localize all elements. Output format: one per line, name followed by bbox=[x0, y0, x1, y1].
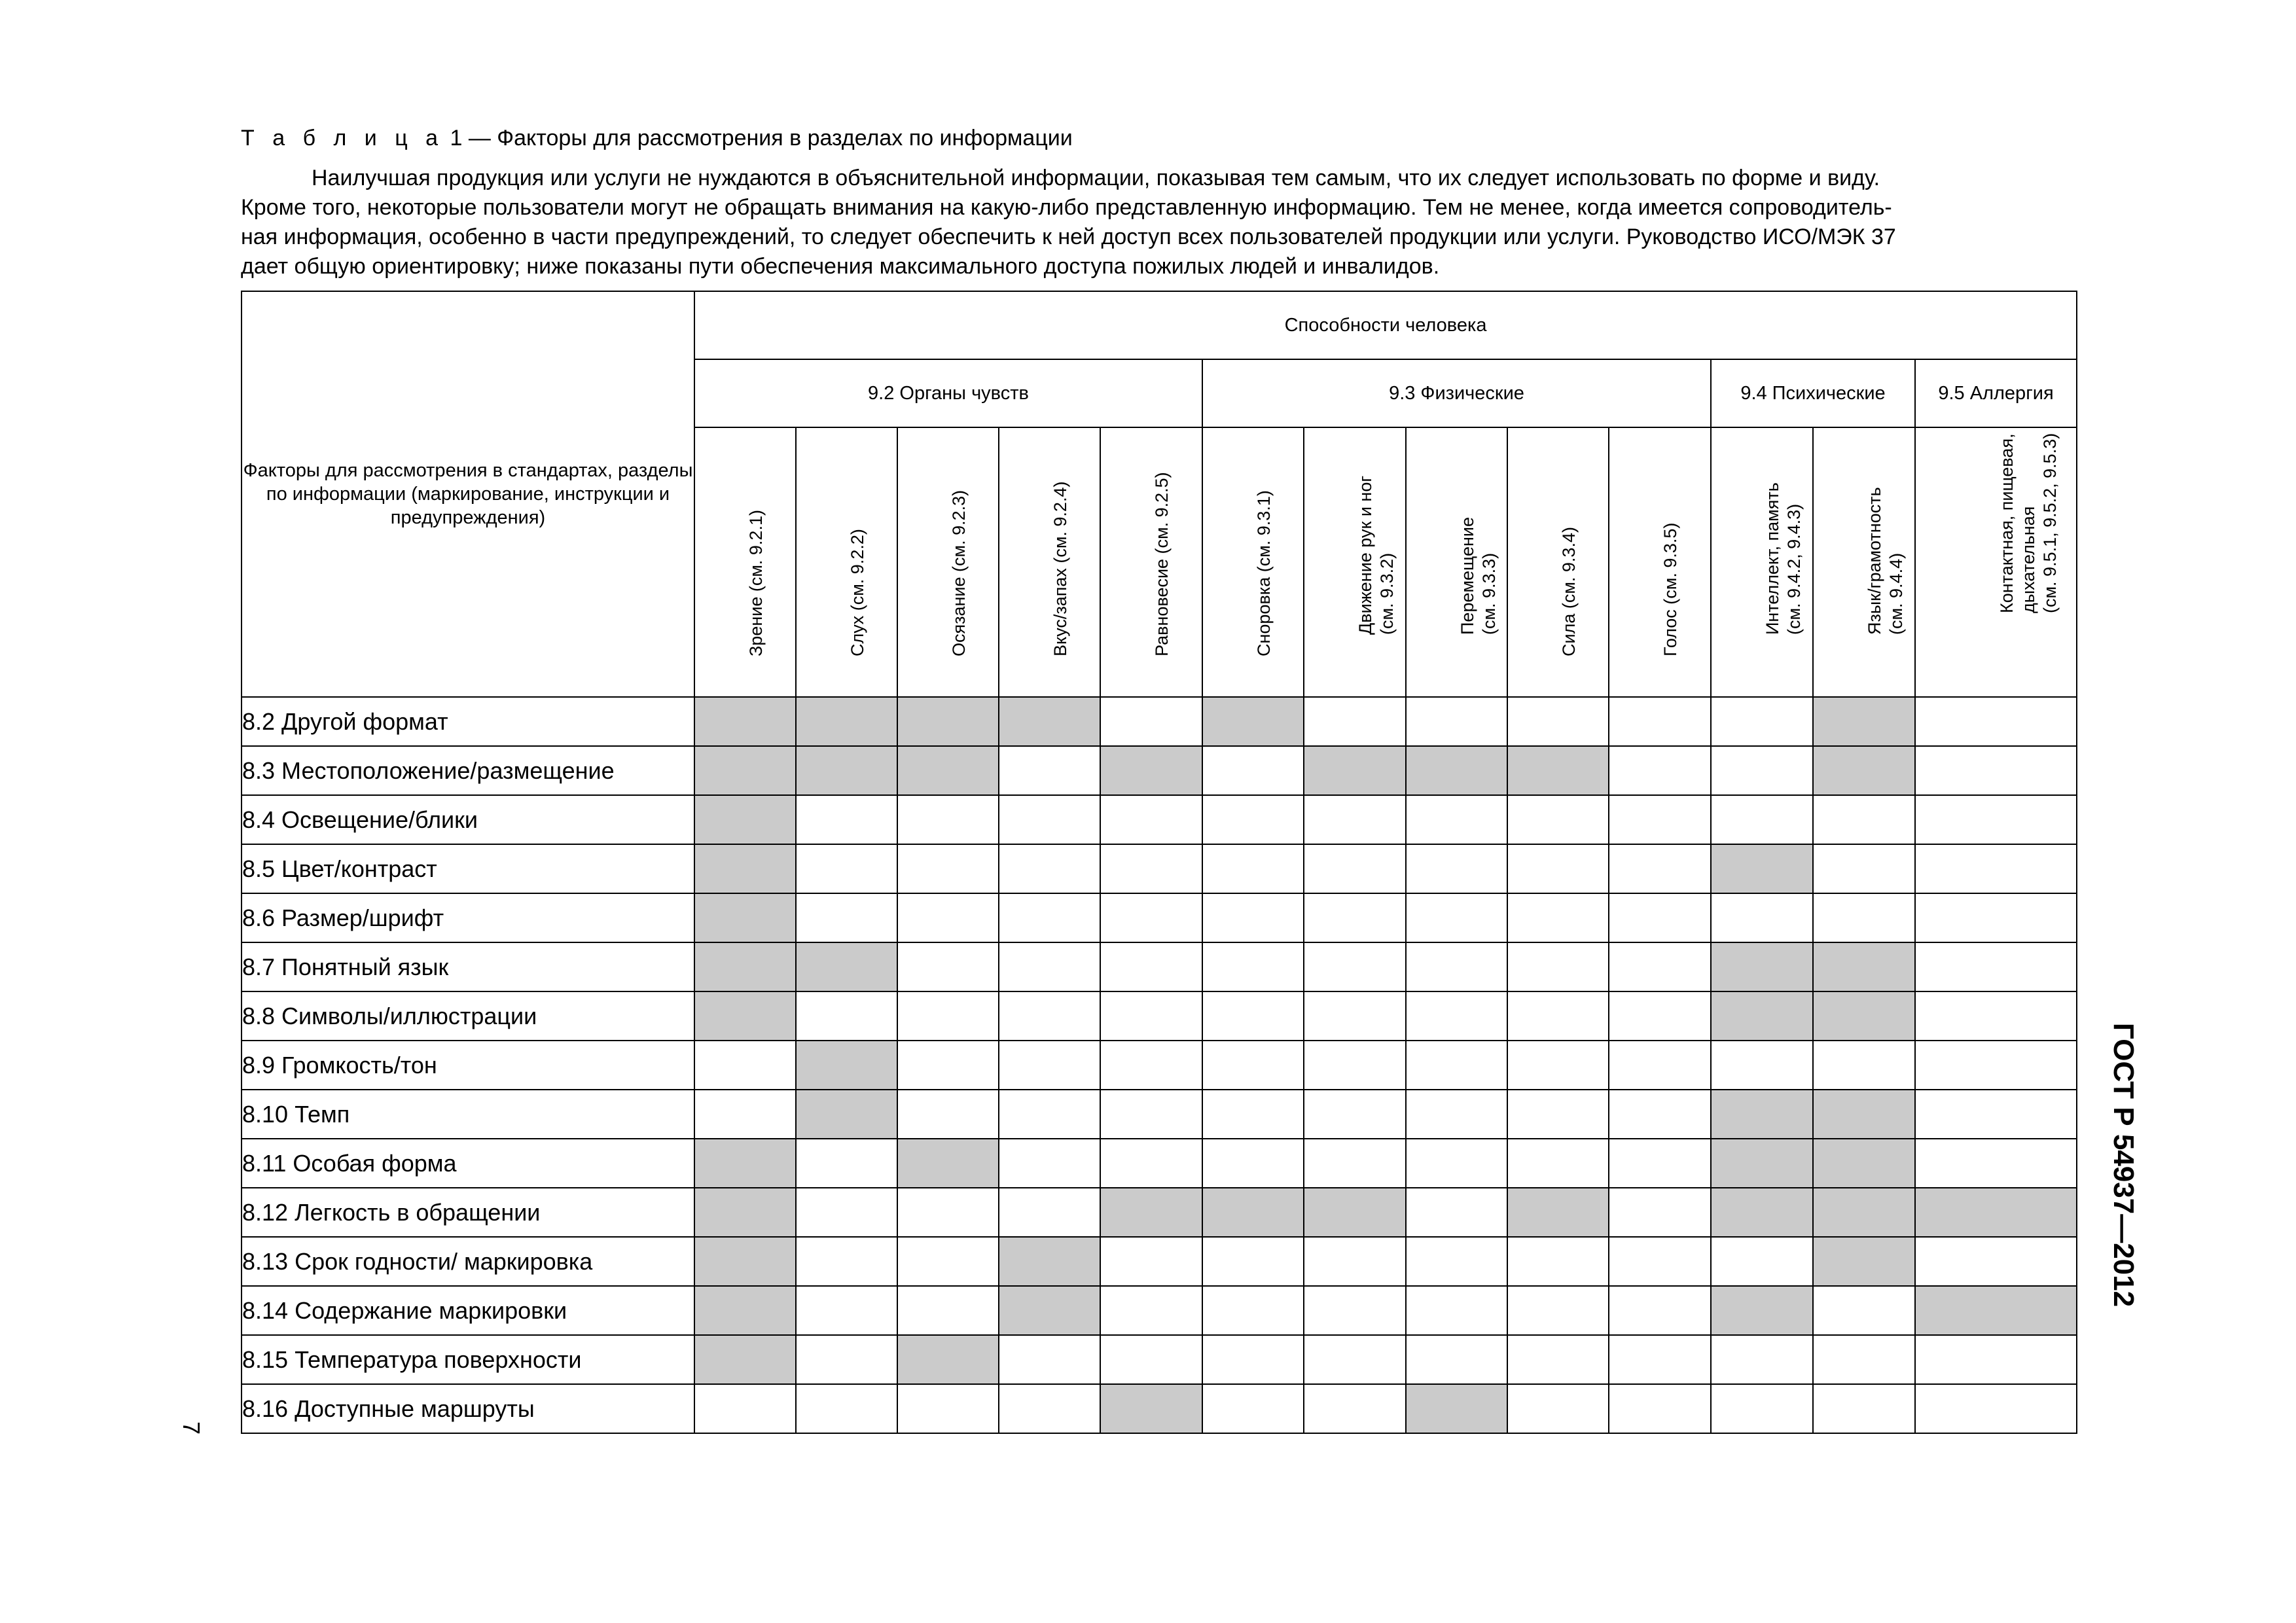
empty-cell bbox=[1202, 795, 1304, 844]
empty-cell bbox=[1609, 795, 1711, 844]
empty-cell bbox=[1304, 1384, 1406, 1433]
row-label: 8.4 Освещение/блики bbox=[242, 795, 694, 844]
shaded-cell bbox=[694, 1237, 796, 1286]
ability-header bbox=[999, 427, 1100, 697]
empty-cell bbox=[1609, 746, 1711, 795]
empty-cell bbox=[1202, 1237, 1304, 1286]
ability-header bbox=[694, 427, 796, 697]
shaded-cell bbox=[1711, 1139, 1813, 1188]
intro-line: Наилучшая продукция или услуги не нуждаются в объяснительной информации, показывая тем самым, что их следует использовать по форме и виду. bbox=[312, 166, 1880, 190]
empty-cell bbox=[897, 1090, 999, 1139]
shaded-cell bbox=[1915, 1188, 2077, 1237]
ability-header bbox=[1304, 427, 1406, 697]
shaded-cell bbox=[694, 795, 796, 844]
ability-header-line: дыхательная bbox=[2018, 506, 2038, 613]
empty-cell bbox=[1813, 795, 1915, 844]
table-row bbox=[242, 697, 2077, 746]
empty-cell bbox=[897, 1286, 999, 1335]
row-label: 8.6 Размер/шрифт bbox=[242, 893, 694, 942]
ability-header-line: Интеллект, память bbox=[1763, 482, 1782, 635]
shaded-cell bbox=[1813, 1237, 1915, 1286]
empty-cell bbox=[1202, 1139, 1304, 1188]
empty-cell bbox=[1507, 1139, 1609, 1188]
empty-cell bbox=[1100, 844, 1202, 893]
empty-cell bbox=[1507, 1286, 1609, 1335]
empty-cell bbox=[1202, 942, 1304, 991]
empty-cell bbox=[1304, 1335, 1406, 1384]
ability-header-line: Сила (см. 9.3.4) bbox=[1558, 527, 1579, 656]
shaded-cell bbox=[694, 1139, 796, 1188]
standard-code-text: ГОСТ Р 54937—2012 bbox=[2108, 1022, 2140, 1308]
ability-header-text bbox=[1762, 482, 1805, 635]
table-row bbox=[242, 942, 2077, 991]
shaded-cell bbox=[796, 1041, 897, 1090]
empty-cell bbox=[1406, 697, 1507, 746]
shaded-cell bbox=[897, 746, 999, 795]
ability-header-text bbox=[1864, 487, 1907, 635]
empty-cell bbox=[1609, 1090, 1711, 1139]
ability-header-text bbox=[1558, 527, 1580, 656]
empty-cell bbox=[999, 1188, 1100, 1237]
empty-cell bbox=[1507, 1090, 1609, 1139]
shaded-cell bbox=[796, 942, 897, 991]
table-row bbox=[242, 795, 2077, 844]
shaded-cell bbox=[1813, 1090, 1915, 1139]
empty-cell bbox=[1711, 1384, 1813, 1433]
shaded-cell bbox=[1202, 697, 1304, 746]
empty-cell bbox=[694, 1041, 796, 1090]
empty-cell bbox=[1915, 697, 2077, 746]
empty-cell bbox=[1915, 1335, 2077, 1384]
empty-cell bbox=[1507, 893, 1609, 942]
ability-header-text bbox=[847, 529, 869, 656]
page-number-text: 7 bbox=[178, 1421, 205, 1435]
row-label: 8.8 Символы/иллюстрации bbox=[242, 991, 694, 1041]
table-row bbox=[242, 1237, 2077, 1286]
empty-cell bbox=[897, 942, 999, 991]
empty-cell bbox=[1609, 1384, 1711, 1433]
empty-cell bbox=[999, 795, 1100, 844]
ability-header-line: (см. 9.3.2) bbox=[1377, 552, 1397, 635]
shaded-cell bbox=[796, 697, 897, 746]
empty-cell bbox=[1609, 1335, 1711, 1384]
empty-cell bbox=[897, 795, 999, 844]
empty-cell bbox=[897, 1188, 999, 1237]
empty-cell bbox=[897, 991, 999, 1041]
ability-header bbox=[796, 427, 897, 697]
ability-header-text bbox=[1660, 523, 1681, 656]
empty-cell bbox=[1915, 942, 2077, 991]
group-header: 9.3 Физические bbox=[1202, 359, 1711, 427]
empty-cell bbox=[1406, 1188, 1507, 1237]
table-row bbox=[242, 1286, 2077, 1335]
empty-cell bbox=[1100, 1335, 1202, 1384]
intro-line: дает общую ориентировку; ниже показаны пути обеспечения максимального доступа пожилых людей и инвалидов. bbox=[241, 254, 1440, 279]
empty-cell bbox=[897, 844, 999, 893]
row-label: 8.11 Особая форма bbox=[242, 1139, 694, 1188]
empty-cell bbox=[1813, 844, 1915, 893]
empty-cell bbox=[1711, 893, 1813, 942]
table-body bbox=[242, 697, 2077, 1433]
empty-cell bbox=[1609, 991, 1711, 1041]
row-label: 8.14 Содержание маркировки bbox=[242, 1286, 694, 1335]
table-row bbox=[242, 1090, 2077, 1139]
factors-table bbox=[241, 291, 2077, 1434]
shaded-cell bbox=[796, 1090, 897, 1139]
shaded-cell bbox=[694, 893, 796, 942]
empty-cell bbox=[1100, 697, 1202, 746]
empty-cell bbox=[1711, 1237, 1813, 1286]
table-row bbox=[242, 844, 2077, 893]
empty-cell bbox=[999, 1041, 1100, 1090]
empty-cell bbox=[1507, 1237, 1609, 1286]
empty-cell bbox=[796, 844, 897, 893]
ability-header-line: (см. 9.4.4) bbox=[1886, 552, 1906, 635]
shaded-cell bbox=[1406, 746, 1507, 795]
table-header bbox=[242, 291, 2077, 697]
table-row bbox=[242, 1335, 2077, 1384]
corner-header: Факторы для рассмотрения в стандартах, разделы по информации (маркирование, инструкции и предупреждения) bbox=[242, 291, 694, 697]
shaded-cell bbox=[1813, 1139, 1915, 1188]
table-row bbox=[242, 1139, 2077, 1188]
ability-header-text bbox=[948, 490, 970, 656]
ability-header-line: Вкус/запах (см. 9.2.4) bbox=[1050, 481, 1070, 656]
ability-header bbox=[1609, 427, 1711, 697]
shaded-cell bbox=[1813, 697, 1915, 746]
empty-cell bbox=[1406, 795, 1507, 844]
row-label: 8.16 Доступные маршруты bbox=[242, 1384, 694, 1433]
empty-cell bbox=[999, 1090, 1100, 1139]
shaded-cell bbox=[694, 844, 796, 893]
row-label: 8.13 Срок годности/ маркировка bbox=[242, 1237, 694, 1286]
empty-cell bbox=[1507, 795, 1609, 844]
empty-cell bbox=[1100, 1041, 1202, 1090]
empty-cell bbox=[1100, 1139, 1202, 1188]
empty-cell bbox=[1507, 1335, 1609, 1384]
table-row bbox=[242, 746, 2077, 795]
shaded-cell bbox=[1304, 746, 1406, 795]
empty-cell bbox=[1100, 1286, 1202, 1335]
ability-header-text bbox=[1050, 482, 1071, 656]
row-label: 8.9 Громкость/тон bbox=[242, 1041, 694, 1090]
empty-cell bbox=[1304, 697, 1406, 746]
shaded-cell bbox=[1813, 1188, 1915, 1237]
empty-cell bbox=[1507, 991, 1609, 1041]
row-label: 8.3 Местоположение/размещение bbox=[242, 746, 694, 795]
shaded-cell bbox=[1304, 1188, 1406, 1237]
empty-cell bbox=[1100, 991, 1202, 1041]
empty-cell bbox=[1202, 1286, 1304, 1335]
empty-cell bbox=[1202, 1090, 1304, 1139]
empty-cell bbox=[1406, 1335, 1507, 1384]
row-label: 8.7 Понятный язык bbox=[242, 942, 694, 991]
empty-cell bbox=[1202, 746, 1304, 795]
shaded-cell bbox=[999, 1286, 1100, 1335]
shaded-cell bbox=[897, 1335, 999, 1384]
table-row bbox=[242, 1384, 2077, 1433]
table-row bbox=[242, 893, 2077, 942]
empty-cell bbox=[1813, 1286, 1915, 1335]
shaded-cell bbox=[1711, 991, 1813, 1041]
empty-cell bbox=[1711, 697, 1813, 746]
empty-cell bbox=[999, 1384, 1100, 1433]
shaded-cell bbox=[1813, 942, 1915, 991]
table-caption-label: Т а б л и ц а bbox=[241, 126, 444, 151]
table-row bbox=[242, 1041, 2077, 1090]
ability-header-text bbox=[1253, 490, 1275, 656]
ability-header-line: Слух (см. 9.2.2) bbox=[847, 529, 867, 656]
shaded-cell bbox=[796, 746, 897, 795]
empty-cell bbox=[897, 893, 999, 942]
empty-cell bbox=[1202, 1384, 1304, 1433]
empty-cell bbox=[796, 1237, 897, 1286]
empty-cell bbox=[1100, 1090, 1202, 1139]
empty-cell bbox=[999, 1139, 1100, 1188]
shaded-cell bbox=[694, 1335, 796, 1384]
shaded-cell bbox=[1711, 844, 1813, 893]
ability-header bbox=[1507, 427, 1609, 697]
shaded-cell bbox=[694, 991, 796, 1041]
shaded-cell bbox=[1202, 1188, 1304, 1237]
empty-cell bbox=[1304, 991, 1406, 1041]
empty-cell bbox=[999, 991, 1100, 1041]
ability-header bbox=[1406, 427, 1507, 697]
empty-cell bbox=[1507, 697, 1609, 746]
shaded-cell bbox=[897, 1139, 999, 1188]
empty-cell bbox=[897, 1384, 999, 1433]
empty-cell bbox=[1609, 1286, 1711, 1335]
empty-cell bbox=[1915, 1237, 2077, 1286]
empty-cell bbox=[1609, 1041, 1711, 1090]
empty-cell bbox=[897, 1041, 999, 1090]
ability-header-text bbox=[1996, 433, 2061, 613]
empty-cell bbox=[1304, 1041, 1406, 1090]
empty-cell bbox=[1609, 1237, 1711, 1286]
shaded-cell bbox=[999, 697, 1100, 746]
empty-cell bbox=[897, 1237, 999, 1286]
empty-cell bbox=[999, 893, 1100, 942]
ability-header-line: Зрение (см. 9.2.1) bbox=[745, 510, 766, 656]
row-label: 8.12 Легкость в обращении bbox=[242, 1188, 694, 1237]
empty-cell bbox=[1406, 893, 1507, 942]
empty-cell bbox=[1100, 1237, 1202, 1286]
empty-cell bbox=[1406, 1286, 1507, 1335]
shaded-cell bbox=[694, 697, 796, 746]
group-header: 9.2 Органы чувств bbox=[694, 359, 1202, 427]
shaded-cell bbox=[897, 697, 999, 746]
empty-cell bbox=[796, 893, 897, 942]
ability-header-line: Движение рук и ног bbox=[1355, 475, 1375, 635]
empty-cell bbox=[1915, 1384, 2077, 1433]
empty-cell bbox=[999, 746, 1100, 795]
empty-cell bbox=[796, 795, 897, 844]
shaded-cell bbox=[1100, 1188, 1202, 1237]
group-header: 9.5 Аллергия bbox=[1915, 359, 2077, 427]
abilities-header: Способности человека bbox=[694, 291, 2077, 359]
ability-header-line: Равновесие (см. 9.2.5) bbox=[1152, 472, 1172, 656]
empty-cell bbox=[1304, 1139, 1406, 1188]
empty-cell bbox=[1100, 942, 1202, 991]
ability-header-text bbox=[1151, 472, 1173, 656]
table-row bbox=[242, 1188, 2077, 1237]
empty-cell bbox=[1100, 893, 1202, 942]
empty-cell bbox=[1609, 893, 1711, 942]
intro-line: Кроме того, некоторые пользователи могут не обращать внимания на какую-либо представленную информацию. Тем не менее, когда имеется сопроводитель- bbox=[241, 195, 1892, 220]
shaded-cell bbox=[1813, 746, 1915, 795]
shaded-cell bbox=[1100, 746, 1202, 795]
shaded-cell bbox=[1507, 746, 1609, 795]
row-label: 8.2 Другой формат bbox=[242, 697, 694, 746]
empty-cell bbox=[1813, 893, 1915, 942]
empty-cell bbox=[1202, 844, 1304, 893]
empty-cell bbox=[1202, 991, 1304, 1041]
empty-cell bbox=[1711, 1041, 1813, 1090]
empty-cell bbox=[796, 1188, 897, 1237]
shaded-cell bbox=[1507, 1188, 1609, 1237]
ability-header-line: Язык/грамотность bbox=[1865, 487, 1884, 635]
shaded-cell bbox=[694, 746, 796, 795]
table-caption-title: 1 — Факторы для рассмотрения в разделах по информации bbox=[444, 126, 1073, 151]
empty-cell bbox=[1915, 844, 2077, 893]
empty-cell bbox=[1304, 1237, 1406, 1286]
ability-header bbox=[1711, 427, 1813, 697]
empty-cell bbox=[1304, 1286, 1406, 1335]
empty-cell bbox=[999, 942, 1100, 991]
shaded-cell bbox=[1100, 1384, 1202, 1433]
empty-cell bbox=[1304, 1090, 1406, 1139]
empty-cell bbox=[1915, 893, 2077, 942]
empty-cell bbox=[1507, 1384, 1609, 1433]
empty-cell bbox=[1711, 795, 1813, 844]
table-caption bbox=[241, 123, 1073, 153]
empty-cell bbox=[999, 1335, 1100, 1384]
ability-header bbox=[1915, 427, 2077, 697]
empty-cell bbox=[1202, 1041, 1304, 1090]
empty-cell bbox=[1609, 1139, 1711, 1188]
empty-cell bbox=[1406, 1090, 1507, 1139]
empty-cell bbox=[1304, 942, 1406, 991]
shaded-cell bbox=[1711, 1090, 1813, 1139]
ability-header-line: Голос (см. 9.3.5) bbox=[1660, 522, 1680, 656]
group-header: 9.4 Психические bbox=[1711, 359, 1915, 427]
empty-cell bbox=[1406, 1237, 1507, 1286]
empty-cell bbox=[1100, 795, 1202, 844]
intro-line: ная информация, особенно в части предупреждений, то следует обеспечить к ней доступ всех пользователей продукции или услуги. Руководство ИСО/МЭК 37 bbox=[241, 224, 1896, 249]
ability-header-line: (см. 9.4.2, 9.4.3) bbox=[1784, 503, 1804, 635]
shaded-cell bbox=[1711, 1188, 1813, 1237]
shaded-cell bbox=[1711, 942, 1813, 991]
ability-header bbox=[1202, 427, 1304, 697]
empty-cell bbox=[1609, 844, 1711, 893]
empty-cell bbox=[1202, 893, 1304, 942]
ability-header bbox=[1813, 427, 1915, 697]
empty-cell bbox=[1202, 1335, 1304, 1384]
ability-header-line: (см. 9.5.1, 9.5.2, 9.5.3) bbox=[2039, 433, 2060, 613]
ability-header bbox=[1100, 427, 1202, 697]
empty-cell bbox=[1507, 942, 1609, 991]
empty-cell bbox=[1304, 844, 1406, 893]
empty-cell bbox=[1609, 1188, 1711, 1237]
empty-cell bbox=[1406, 942, 1507, 991]
shaded-cell bbox=[999, 1237, 1100, 1286]
empty-cell bbox=[1507, 844, 1609, 893]
empty-cell bbox=[1304, 893, 1406, 942]
empty-cell bbox=[1507, 1041, 1609, 1090]
empty-cell bbox=[1915, 1139, 2077, 1188]
row-label: 8.5 Цвет/контраст bbox=[242, 844, 694, 893]
empty-cell bbox=[1609, 697, 1711, 746]
empty-cell bbox=[1813, 1041, 1915, 1090]
empty-cell bbox=[1406, 1041, 1507, 1090]
row-label: 8.15 Температура поверхности bbox=[242, 1335, 694, 1384]
empty-cell bbox=[796, 1286, 897, 1335]
empty-cell bbox=[1711, 746, 1813, 795]
empty-cell bbox=[1304, 795, 1406, 844]
empty-cell bbox=[1915, 795, 2077, 844]
ability-header-text bbox=[1457, 517, 1500, 635]
intro-paragraph bbox=[241, 164, 2073, 281]
empty-cell bbox=[1813, 1384, 1915, 1433]
empty-cell bbox=[694, 1384, 796, 1433]
empty-cell bbox=[1915, 1041, 2077, 1090]
empty-cell bbox=[1915, 991, 2077, 1041]
ability-header-line: Сноровка (см. 9.3.1) bbox=[1253, 490, 1274, 656]
ability-header-line: (см. 9.3.3) bbox=[1479, 552, 1499, 635]
empty-cell bbox=[1406, 1139, 1507, 1188]
empty-cell bbox=[694, 1090, 796, 1139]
empty-cell bbox=[796, 1139, 897, 1188]
ability-header-line: Контактная, пищевая, bbox=[1996, 433, 2017, 613]
ability-header-line: Осязание (см. 9.2.3) bbox=[948, 490, 969, 656]
empty-cell bbox=[1609, 942, 1711, 991]
empty-cell bbox=[1406, 991, 1507, 1041]
empty-cell bbox=[1915, 746, 2077, 795]
ability-header-text bbox=[1355, 476, 1398, 635]
shaded-cell bbox=[1813, 991, 1915, 1041]
shaded-cell bbox=[1711, 1286, 1813, 1335]
shaded-cell bbox=[1406, 1384, 1507, 1433]
empty-cell bbox=[796, 991, 897, 1041]
shaded-cell bbox=[694, 1188, 796, 1237]
shaded-cell bbox=[694, 1286, 796, 1335]
empty-cell bbox=[1406, 844, 1507, 893]
ability-header-text bbox=[745, 510, 767, 656]
empty-cell bbox=[1915, 1090, 2077, 1139]
row-label: 8.10 Темп bbox=[242, 1090, 694, 1139]
shaded-cell bbox=[694, 942, 796, 991]
shaded-cell bbox=[1915, 1286, 2077, 1335]
empty-cell bbox=[796, 1384, 897, 1433]
empty-cell bbox=[1711, 1335, 1813, 1384]
empty-cell bbox=[999, 844, 1100, 893]
empty-cell bbox=[796, 1335, 897, 1384]
ability-header bbox=[897, 427, 999, 697]
table-row bbox=[242, 991, 2077, 1041]
ability-header-line: Перемещение bbox=[1457, 517, 1477, 635]
empty-cell bbox=[1813, 1335, 1915, 1384]
